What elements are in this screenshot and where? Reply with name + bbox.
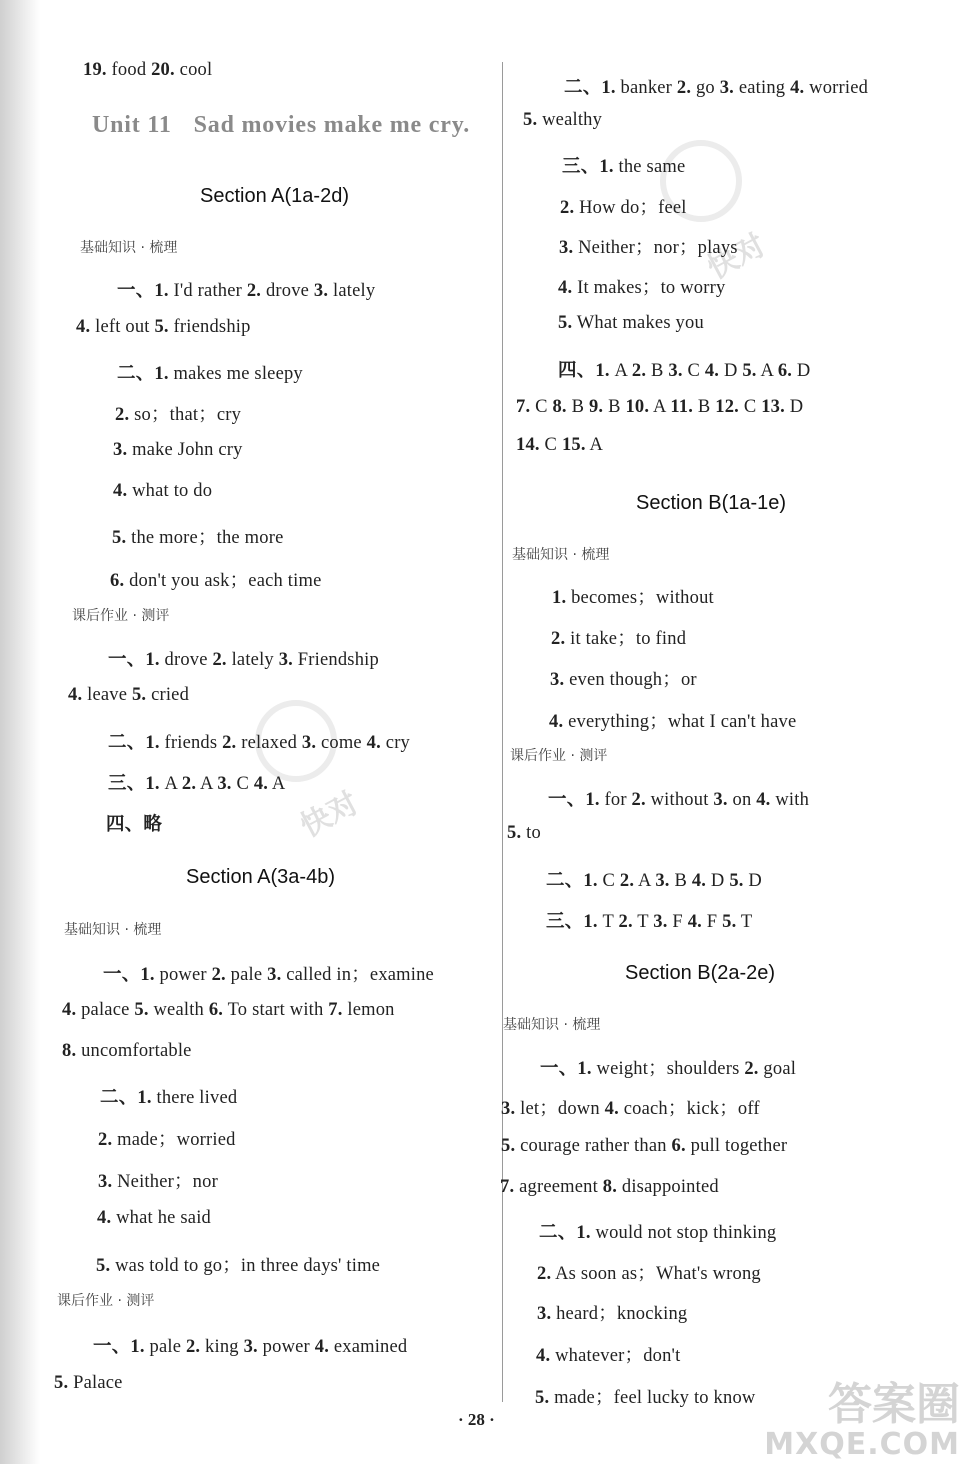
answer-text: C — [739, 397, 762, 417]
item-number: 7. — [516, 397, 531, 417]
item-number: 一、1. — [540, 1059, 592, 1079]
item-number: 4. — [790, 78, 805, 98]
answer-text: was told to go；in three days' time — [110, 1256, 381, 1276]
answer-text: there lived — [151, 1088, 238, 1108]
item-number: 二、1. — [117, 364, 169, 384]
item-number: 2. — [631, 361, 647, 381]
item-number: 三、1. — [546, 912, 598, 932]
item-number: 2. — [222, 733, 237, 753]
answer-text: coach；kick；off — [618, 1099, 760, 1119]
answer-text: T — [597, 912, 619, 932]
answer-text: would not stop thinking — [590, 1223, 777, 1243]
unit-number: Unit 11 — [92, 112, 172, 138]
item-number: 二、1. — [564, 78, 616, 98]
item-number: 11. — [670, 397, 694, 417]
answer-line — [501, 1094, 760, 1120]
item-number: 2. — [619, 871, 635, 891]
item-number: 2. — [211, 965, 226, 985]
item-number: 3. — [653, 912, 668, 932]
item-number: 5. — [558, 313, 573, 333]
section-heading: Section A(3a-4b) — [186, 866, 335, 888]
answer-line — [558, 356, 810, 382]
answer-text: so；that；cry — [129, 405, 242, 425]
answer-text: everything；what I can't have — [563, 712, 797, 732]
answer-text: drove — [261, 281, 314, 301]
answer-text: C — [597, 871, 620, 891]
item-number: 7. — [328, 1000, 343, 1020]
item-number: 5. — [523, 110, 538, 130]
item-number: 5. — [112, 528, 127, 548]
answer-text: A — [756, 361, 778, 381]
item-number: 9. — [588, 397, 604, 417]
answer-text: A — [634, 871, 656, 891]
answer-line — [93, 1332, 407, 1358]
answer-text: without — [645, 790, 714, 810]
answer-text: worried — [804, 78, 869, 98]
subsection-label: 课后作业 · 测评 — [72, 608, 170, 624]
answer-text: I'd rather — [168, 281, 247, 301]
answer-text: pale — [225, 965, 268, 985]
answer-text: To start with — [223, 1000, 329, 1020]
answer-line — [76, 317, 251, 338]
item-number: 3. — [267, 965, 282, 985]
answer-text: A — [196, 774, 218, 794]
item-number: 4. — [558, 278, 573, 298]
answer-text: C — [539, 435, 562, 455]
answer-line — [507, 823, 541, 844]
item-number: 3. — [668, 361, 683, 381]
item-number: 2. — [115, 405, 130, 425]
subsection-label: 课后作业 · 测评 — [57, 1293, 155, 1309]
answer-line — [516, 397, 803, 418]
answer-text: A — [649, 397, 671, 417]
answer-line — [500, 1177, 719, 1198]
item-number: 5. — [134, 1000, 149, 1020]
corner-watermark-logo — [764, 1379, 960, 1462]
answer-text: for — [599, 790, 632, 810]
answer-text: A — [609, 361, 632, 381]
answer-line — [54, 1373, 123, 1394]
item-number: 4. — [62, 1000, 77, 1020]
answer-line — [108, 769, 285, 795]
item-number: 二、1. — [108, 733, 160, 753]
answer-line — [550, 665, 697, 691]
answer-text: whatever；don't — [550, 1346, 681, 1366]
item-number: 2. — [181, 774, 197, 794]
answer-text: D — [719, 361, 743, 381]
answer-text: cried — [146, 685, 190, 705]
item-number: 8. — [602, 1177, 618, 1197]
item-number: 6. — [671, 1136, 686, 1156]
item-number: 4. — [314, 1337, 330, 1357]
item-number: 5. — [54, 1373, 69, 1393]
answer-text: C — [530, 397, 553, 417]
answer-text: uncomfortable — [76, 1041, 192, 1061]
answer-text: pull together — [685, 1136, 788, 1156]
answer-text: C — [231, 774, 254, 794]
item-number: 一、1. — [548, 790, 600, 810]
item-number: 3. — [719, 78, 734, 98]
answer-text: let；down — [515, 1099, 605, 1119]
section-heading: Section A(1a-2d) — [200, 185, 349, 207]
item-number: 3. — [713, 790, 728, 810]
answer-text: power — [257, 1337, 315, 1357]
answer-text: F — [667, 912, 688, 932]
answer-line — [113, 481, 212, 502]
item-number: 10. — [625, 397, 650, 417]
answer-text: with — [770, 790, 810, 810]
answer-text: T — [632, 912, 654, 932]
item-number: 4. — [704, 361, 720, 381]
unit-title-text: Sad movies make me cry. — [193, 112, 470, 138]
answer-line — [539, 1218, 776, 1244]
item-number: 5. — [722, 912, 737, 932]
answer-text: made；worried — [112, 1130, 236, 1150]
answer-text: examined — [329, 1337, 408, 1357]
answer-line — [100, 1083, 237, 1109]
item-number: 2. — [246, 281, 262, 301]
answer-text: called in；examine — [281, 965, 434, 985]
item-number: 7. — [500, 1177, 515, 1197]
answer-text: it take；to find — [565, 629, 687, 649]
answer-text: eating — [734, 78, 791, 98]
answer-line — [115, 400, 241, 426]
subsection-label: 基础知识 · 梳理 — [80, 240, 178, 256]
item-number: 5. — [742, 361, 757, 381]
answer-text: T — [736, 912, 753, 932]
answer-text: weight；shoulders — [591, 1059, 745, 1079]
answer-text: wealth — [148, 1000, 209, 1020]
answer-text: C — [682, 361, 705, 381]
item-number: 4. — [97, 1208, 112, 1228]
answer-text: It makes；to worry — [572, 278, 726, 298]
answer-text: A — [159, 774, 182, 794]
answer-text: banker — [615, 78, 677, 98]
item-number: 3. — [113, 440, 128, 460]
item-number: 一、1. — [103, 965, 155, 985]
item-number: 12. — [715, 397, 740, 417]
answer-text: D — [743, 871, 762, 891]
item-number: 6. — [777, 361, 793, 381]
answer-text: drove — [159, 650, 213, 670]
item-number: 3. — [501, 1099, 516, 1119]
answer-line — [559, 233, 738, 259]
answer-line — [549, 707, 796, 733]
item-number: 4. — [687, 912, 702, 932]
answer-line — [97, 1208, 211, 1229]
answer-line — [83, 60, 212, 81]
answer-text: come — [316, 733, 367, 753]
item-number: 4. — [253, 774, 269, 794]
answer-text: lately — [226, 650, 279, 670]
answer-text: the more；the more — [126, 528, 284, 548]
answer-line — [62, 1000, 395, 1021]
item-number: 15. — [561, 435, 586, 455]
item-number: 3. — [217, 774, 232, 794]
item-number: 4. — [68, 685, 83, 705]
answer-line — [546, 907, 752, 933]
item-number: 20. — [151, 60, 175, 80]
answer-text: on — [727, 790, 757, 810]
answer-line — [536, 1341, 680, 1367]
answer-text: palace — [76, 1000, 135, 1020]
item-number: 3. — [278, 650, 293, 670]
answer-line — [551, 624, 686, 650]
answer-text: go — [691, 78, 720, 98]
answer-text: D — [792, 361, 811, 381]
item-number: 4. — [604, 1099, 619, 1119]
item-number: 4. — [76, 317, 91, 337]
answer-text: friends — [159, 733, 223, 753]
answer-text: lately — [328, 281, 376, 301]
item-number: 二、1. — [539, 1223, 591, 1243]
answer-text: the same — [613, 157, 686, 177]
subsection-label: 课后作业 · 测评 — [510, 748, 608, 764]
item-number: 3. — [301, 733, 317, 753]
answer-text: king — [200, 1337, 244, 1357]
answer-text: Friendship — [292, 650, 379, 670]
item-number: 5. — [154, 317, 169, 337]
item-number: 3. — [313, 281, 329, 301]
item-number: 2. — [185, 1337, 201, 1357]
item-number: 三、1. — [108, 774, 160, 794]
unit-heading — [92, 112, 470, 139]
corner-url-text: MXQE.COM — [764, 1426, 960, 1462]
answer-text: even though；or — [564, 670, 697, 690]
answer-line — [548, 785, 809, 811]
item-number: 1. — [552, 588, 567, 608]
answer-text: D — [706, 871, 730, 891]
answer-line — [96, 1251, 380, 1277]
item-number: 四、略 — [106, 815, 163, 835]
item-number: 19. — [83, 60, 107, 80]
section-heading: Section B(1a-1e) — [636, 492, 787, 514]
answer-text: What makes you — [572, 313, 704, 333]
answer-line — [501, 1136, 787, 1157]
item-number: 2. — [551, 629, 566, 649]
answer-text: food — [106, 60, 152, 80]
answer-text: heard；knocking — [551, 1304, 688, 1324]
watermark-text: 快对 — [294, 785, 365, 845]
answer-line — [558, 273, 725, 299]
item-number: 2. — [560, 198, 575, 218]
answer-line — [103, 960, 434, 986]
item-number: 2. — [631, 790, 646, 810]
item-number: 5. — [535, 1388, 550, 1408]
answer-text: pale — [144, 1337, 186, 1357]
item-number: 14. — [516, 435, 540, 455]
answer-line — [98, 1167, 218, 1193]
answer-text: Palace — [68, 1373, 123, 1393]
item-number: 4. — [549, 712, 564, 732]
item-number: 2. — [98, 1130, 113, 1150]
answer-line — [540, 1054, 796, 1080]
answer-text: cool — [174, 60, 213, 80]
answer-text: D — [784, 397, 804, 417]
answer-text: Neither；nor — [112, 1172, 218, 1192]
item-number: 2. — [676, 78, 692, 98]
answer-text: power — [154, 965, 212, 985]
answer-text: don't you ask；each time — [124, 571, 322, 591]
answer-line — [537, 1299, 687, 1325]
item-number: 四、1. — [558, 361, 610, 381]
answer-text: Neither；nor；plays — [573, 238, 738, 258]
answer-line — [516, 435, 603, 456]
corner-logo-text: 答案圈 — [828, 1379, 960, 1431]
answer-line — [535, 1383, 755, 1409]
page-number: · 28 · — [458, 1410, 495, 1429]
answer-text: As soon as；What's wrong — [551, 1264, 761, 1284]
item-number: 5. — [729, 871, 744, 891]
answer-line — [558, 313, 704, 334]
answer-text: becomes；without — [566, 588, 714, 608]
item-number: 二、1. — [546, 871, 598, 891]
item-number: 3. — [243, 1337, 258, 1357]
answer-line — [112, 523, 283, 549]
item-number: 3. — [550, 670, 565, 690]
subsection-label: 基础知识 · 梳理 — [503, 1017, 601, 1033]
item-number: 4. — [756, 790, 771, 810]
answer-text: left out — [90, 317, 155, 337]
item-number: 二、1. — [100, 1088, 152, 1108]
answer-text: cry — [380, 733, 410, 753]
answer-text: makes me sleepy — [168, 364, 303, 384]
answer-line — [537, 1259, 761, 1285]
answer-line — [106, 810, 162, 836]
item-number: 三、1. — [562, 157, 614, 177]
item-number: 2. — [618, 912, 633, 932]
column-divider — [502, 62, 503, 1402]
item-number: 6. — [208, 1000, 224, 1020]
item-number: 4. — [366, 733, 381, 753]
answer-line — [117, 359, 303, 385]
answer-line — [560, 193, 687, 219]
watermark-text: 快对 — [701, 227, 772, 287]
item-number: 6. — [110, 571, 125, 591]
answer-line — [110, 566, 321, 592]
answer-text: B — [566, 397, 589, 417]
answer-text: friendship — [168, 317, 251, 337]
answer-line — [562, 152, 685, 178]
answer-text: relaxed — [236, 733, 302, 753]
section-heading: Section B(2a-2e) — [625, 962, 776, 984]
item-number: 8. — [552, 397, 567, 417]
answer-text: agreement — [514, 1177, 603, 1197]
item-number: 3. — [559, 238, 574, 258]
answer-text: what to do — [127, 481, 213, 501]
item-number: 一、1. — [117, 281, 169, 301]
answer-text: B — [603, 397, 626, 417]
answer-text: F — [701, 912, 723, 932]
item-number: 2. — [212, 650, 227, 670]
answer-text: How do；feel — [574, 198, 687, 218]
answer-text: disappointed — [617, 1177, 719, 1197]
item-number: 3. — [98, 1172, 113, 1192]
item-number: 3. — [655, 871, 670, 891]
answer-line — [108, 728, 410, 754]
answer-line — [62, 1041, 192, 1062]
item-number: 8. — [62, 1041, 77, 1061]
answer-text: to — [521, 823, 541, 843]
item-number: 2. — [537, 1264, 552, 1284]
answer-line — [546, 866, 762, 892]
answer-text: wealthy — [537, 110, 603, 130]
item-number: 13. — [761, 397, 785, 417]
answer-line — [564, 73, 868, 99]
answer-text: A — [268, 774, 286, 794]
item-number: 一、1. — [93, 1337, 145, 1357]
item-number: 5. — [96, 1256, 111, 1276]
item-number: 5. — [501, 1136, 516, 1156]
item-number: 2. — [744, 1059, 759, 1079]
answer-line — [117, 276, 375, 302]
answer-text: lemon — [342, 1000, 395, 1020]
answer-line — [98, 1125, 236, 1151]
page-binding-edge — [0, 0, 40, 1464]
item-number: 一、1. — [108, 650, 160, 670]
answer-text: leave — [82, 685, 132, 705]
answer-text: goal — [758, 1059, 797, 1079]
answer-text: B — [669, 871, 692, 891]
subsection-label: 基础知识 · 梳理 — [512, 547, 610, 563]
item-number: 3. — [537, 1304, 552, 1324]
answer-text: B — [646, 361, 669, 381]
item-number: 5. — [507, 823, 522, 843]
answer-line — [108, 645, 379, 671]
answer-line — [113, 440, 243, 461]
item-number: 4. — [536, 1346, 551, 1366]
subsection-label: 基础知识 · 梳理 — [64, 922, 162, 938]
answer-text: make John cry — [127, 440, 243, 460]
item-number: 5. — [131, 685, 147, 705]
answer-text: A — [585, 435, 604, 455]
answer-line — [68, 685, 189, 706]
answer-text: made；feel lucky to know — [549, 1388, 756, 1408]
item-number: 4. — [691, 871, 707, 891]
answer-text: B — [693, 397, 716, 417]
answer-line — [523, 110, 602, 131]
item-number: 4. — [113, 481, 128, 501]
answer-text: what he said — [111, 1208, 211, 1228]
answer-text: courage rather than — [515, 1136, 672, 1156]
answer-line — [552, 583, 714, 609]
